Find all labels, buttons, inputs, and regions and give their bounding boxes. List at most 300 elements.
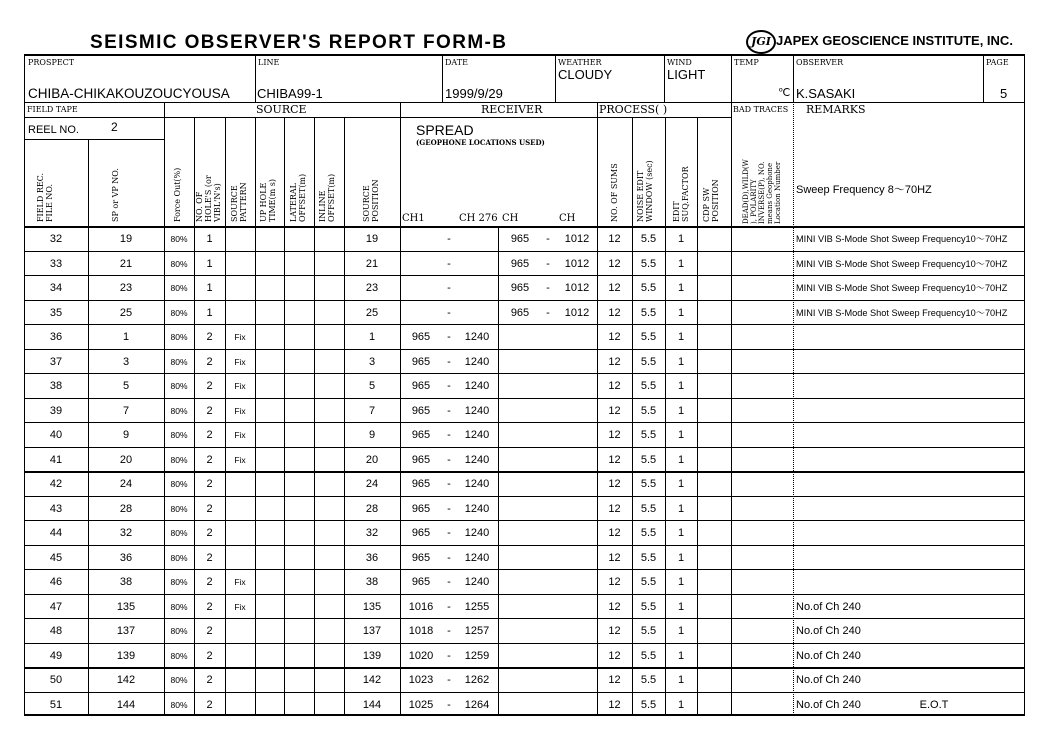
cell-dash2 — [538, 350, 558, 374]
cell-edit: 1 — [677, 576, 685, 588]
cell-sp-b — [458, 301, 496, 325]
cell-rc-a — [500, 350, 540, 374]
line-value: CHIBA99-1 — [257, 86, 323, 101]
ch276-label: CH 276 — [459, 213, 498, 224]
cell-srcpos: 135 — [362, 600, 382, 613]
cell-sp: 21 — [119, 257, 133, 270]
cell-edit: 1 — [677, 453, 685, 466]
cell-dash2 — [538, 399, 558, 423]
cell-rc-a — [500, 668, 540, 692]
cell-dash1: - — [447, 257, 451, 270]
cell-holes: 2 — [206, 625, 213, 637]
cell-rc-a — [500, 497, 540, 521]
cell-rc-a — [500, 693, 540, 717]
observer-label: OBSERVER — [796, 58, 844, 67]
cell-sp: 28 — [119, 502, 133, 515]
cell-rc-b — [558, 423, 596, 447]
cell-sp-a: 965 — [411, 453, 431, 466]
cell-force: 80% — [170, 675, 188, 685]
cell-holes: 2 — [206, 674, 213, 686]
cell-file: 50 — [49, 674, 63, 686]
cell-rc-b — [558, 472, 596, 496]
cell-dash2 — [538, 644, 558, 668]
cell-rc-b — [558, 668, 596, 692]
cell-sp-b: 1264 — [464, 698, 490, 711]
cell-srcpos: 19 — [365, 233, 379, 245]
cell-holes: 2 — [206, 355, 213, 368]
cell-sp-b: 1240 — [464, 404, 490, 417]
cell-sp-b — [458, 276, 496, 300]
cell-sp-a: 1023 — [408, 674, 434, 686]
cell-srcpos: 142 — [362, 674, 382, 686]
cell-noise: 5.5 — [640, 576, 657, 588]
cell-sums: 12 — [608, 551, 621, 564]
cell-edit: 1 — [677, 331, 685, 343]
cell-sums: 12 — [608, 576, 621, 588]
cell-force: 80% — [170, 430, 188, 440]
cell-rc-a: 965 — [510, 233, 530, 245]
cell-pattern: Fix — [234, 577, 246, 587]
cell-rc-a — [500, 644, 540, 668]
cell-file: 37 — [49, 355, 63, 368]
cell-dash1: - — [447, 282, 451, 294]
bad-traces-label: BAD TRACES — [733, 105, 789, 114]
cell-rc-a — [500, 399, 540, 423]
cell-sums: 12 — [608, 404, 621, 417]
cell-noise: 5.5 — [640, 551, 657, 564]
institute-name: JAPEX GEOSCIENCE INSTITUTE, INC. — [776, 33, 1013, 48]
cell-dash2 — [538, 374, 558, 398]
cell-holes: 2 — [206, 698, 213, 711]
cell-file: 33 — [49, 257, 63, 270]
cell-rc-a — [500, 374, 540, 398]
cell-rc-b — [558, 546, 596, 570]
cell-holes: 2 — [206, 380, 213, 392]
cell-dash1: - — [447, 355, 451, 368]
cell-force: 80% — [170, 405, 188, 416]
cell-dash2: - — [546, 282, 550, 294]
cell-holes: 2 — [206, 478, 213, 490]
cell-holes: 1 — [206, 282, 213, 294]
cell-remark: No.of Ch 240 — [796, 698, 861, 711]
cell-srcpos: 1 — [368, 331, 376, 343]
cell-force: 80% — [170, 650, 188, 661]
cell-end-of-tape: E.O.T — [919, 698, 949, 711]
cell-sp-b: 1240 — [464, 527, 490, 539]
cell-file: 42 — [49, 478, 63, 490]
cell-pattern — [225, 668, 255, 692]
cell-dash1: - — [447, 674, 451, 686]
cell-remark: MINI VIB S-Mode Shot Sweep Frequency10～70HZ — [796, 307, 1008, 318]
cell-force: 80% — [170, 528, 188, 538]
cell-sp-a: 965 — [411, 576, 431, 588]
temp-label: TEMP — [734, 58, 759, 67]
cell-file: 48 — [49, 625, 63, 637]
cell-dash2 — [538, 570, 558, 594]
cell-remark — [796, 423, 1024, 447]
cell-sp: 7 — [122, 404, 130, 417]
cell-pattern — [225, 619, 255, 643]
force-out-header: Force Out(%) — [173, 167, 182, 222]
cell-noise: 5.5 — [640, 404, 657, 417]
cell-rc-b — [558, 350, 596, 374]
cell-rc-a — [500, 546, 540, 570]
cell-file: 32 — [49, 233, 63, 245]
cell-sp: 139 — [116, 649, 136, 662]
cell-sp: 142 — [116, 674, 136, 686]
cell-rc-b — [558, 693, 596, 717]
no-of-holes-header: NO. OF HOLE'S (or VIBL'N's) — [195, 175, 222, 222]
cell-sp-b — [458, 227, 496, 251]
ch-a-label: CH — [502, 213, 519, 224]
cell-pattern: Fix — [234, 405, 246, 416]
cell-pattern: Fix — [234, 601, 246, 612]
cell-sp-a: 965 — [411, 551, 431, 564]
cell-sp: 9 — [122, 429, 130, 441]
lateral-offset-header: LATERAL OFFSET(m) — [289, 173, 307, 222]
cell-noise: 5.5 — [640, 233, 657, 245]
cell-sums: 12 — [608, 306, 621, 319]
cell-pattern: Fix — [234, 430, 246, 440]
cell-noise: 5.5 — [640, 625, 657, 637]
cell-srcpos: 3 — [368, 355, 376, 368]
cell-dash2 — [538, 693, 558, 717]
cell-remark — [796, 350, 1024, 374]
cell-force: 80% — [170, 552, 188, 563]
cell-noise: 5.5 — [640, 600, 657, 613]
cell-holes: 2 — [206, 453, 213, 466]
cell-dash1: - — [447, 331, 451, 343]
cell-rc-b: 1012 — [564, 282, 590, 294]
cell-sp-a — [402, 227, 440, 251]
cell-file: 46 — [49, 576, 63, 588]
cell-sp-a: 965 — [411, 380, 431, 392]
cell-srcpos: 21 — [365, 257, 379, 270]
cell-rc-a: 965 — [510, 306, 530, 319]
cell-force: 80% — [170, 332, 188, 342]
cell-srcpos: 32 — [365, 527, 379, 539]
cell-force: 80% — [170, 283, 188, 293]
uphole-header: UP HOLE TIME(m s) — [259, 178, 277, 222]
form-title: SEISMIC OBSERVER'S REPORT FORM-B — [90, 32, 508, 53]
cell-noise: 5.5 — [640, 649, 657, 662]
cell-sums: 12 — [608, 453, 621, 466]
cell-holes: 2 — [206, 649, 213, 662]
cell-file: 35 — [49, 306, 63, 319]
cell-file: 51 — [49, 698, 63, 711]
date-label: DATE — [445, 58, 468, 67]
cell-file: 34 — [49, 282, 63, 294]
cell-srcpos: 5 — [368, 380, 376, 392]
cell-noise: 5.5 — [640, 502, 657, 515]
remarks-label: REMARKS — [806, 103, 866, 116]
cell-edit: 1 — [677, 600, 685, 613]
cell-file: 36 — [49, 331, 63, 343]
cell-srcpos: 36 — [365, 551, 379, 564]
cell-pattern — [225, 521, 255, 545]
cell-sp: 5 — [122, 380, 130, 392]
cell-file: 45 — [49, 551, 63, 564]
cell-pattern — [225, 252, 255, 276]
cell-noise: 5.5 — [640, 306, 657, 319]
cell-pattern — [225, 546, 255, 570]
cell-sp: 23 — [119, 282, 133, 294]
cell-dash2: - — [546, 306, 550, 319]
cell-holes: 2 — [206, 576, 213, 588]
cell-edit: 1 — [677, 551, 685, 564]
cell-holes: 2 — [206, 551, 213, 564]
cell-force: 80% — [170, 699, 188, 710]
cell-dash1: - — [447, 380, 451, 392]
cell-srcpos: 144 — [362, 698, 382, 711]
cell-sums: 12 — [608, 674, 621, 686]
cell-noise: 5.5 — [640, 478, 657, 490]
cell-srcpos: 23 — [365, 282, 379, 294]
cell-rc-b — [558, 644, 596, 668]
spread-sublabel: (GEOPHONE LOCATIONS USED) — [416, 138, 545, 147]
cell-force: 80% — [170, 503, 188, 514]
cell-dash2 — [538, 546, 558, 570]
cell-edit: 1 — [677, 404, 685, 417]
cell-edit: 1 — [677, 282, 685, 294]
cell-pattern: Fix — [234, 454, 246, 465]
cell-sums: 12 — [608, 355, 621, 368]
cell-sp: 36 — [119, 551, 133, 564]
cell-sums: 12 — [608, 527, 621, 539]
cell-srcpos: 38 — [365, 576, 379, 588]
cell-srcpos: 25 — [365, 306, 379, 319]
cell-file: 39 — [49, 404, 63, 417]
cell-holes: 2 — [206, 502, 213, 515]
page-value: 5 — [1000, 86, 1008, 101]
cell-holes: 2 — [206, 600, 213, 613]
cell-dash1: - — [447, 527, 451, 539]
cell-rc-a — [500, 619, 540, 643]
cell-srcpos: 20 — [365, 453, 379, 466]
cell-sp: 32 — [119, 527, 133, 539]
cell-remark — [796, 521, 1024, 545]
cell-sp-a: 1020 — [408, 649, 434, 662]
reel-no-label: REEL NO. — [28, 124, 79, 136]
cell-noise: 5.5 — [640, 453, 657, 466]
cell-file: 41 — [49, 453, 63, 466]
cell-srcpos: 139 — [362, 649, 382, 662]
process-group-label: PROCESS( ) — [599, 103, 668, 116]
cell-file: 47 — [49, 600, 63, 613]
cell-rc-b — [558, 619, 596, 643]
cell-remark: No.of Ch 240 — [796, 600, 861, 613]
cell-remark — [796, 448, 1024, 472]
cell-sp: 1 — [122, 331, 130, 343]
cell-noise: 5.5 — [640, 257, 657, 270]
cell-edit: 1 — [677, 527, 685, 539]
noise-edit-header: NOISE EDIT WINDOW (sec) — [636, 160, 654, 222]
cell-sums: 12 — [608, 331, 621, 343]
cell-dash2 — [538, 521, 558, 545]
cell-dash2 — [538, 619, 558, 643]
cell-sums: 12 — [608, 649, 621, 662]
cell-file: 38 — [49, 380, 63, 392]
cell-sp-a — [402, 252, 440, 276]
cell-rc-b: 1012 — [564, 306, 590, 319]
cell-sp-a — [402, 301, 440, 325]
cell-noise: 5.5 — [640, 698, 657, 711]
cell-dash1: - — [447, 625, 451, 637]
cell-sums: 12 — [608, 478, 621, 490]
cell-sp-a: 965 — [411, 478, 431, 490]
observer-value: K.SASAKI — [796, 86, 856, 101]
cell-remark — [796, 546, 1024, 570]
cell-rc-b — [558, 570, 596, 594]
cell-sp-b: 1240 — [464, 331, 490, 343]
cell-sp-b: 1257 — [464, 625, 490, 637]
cell-sp-b: 1240 — [464, 380, 490, 392]
cell-sp: 24 — [119, 478, 133, 490]
cell-noise: 5.5 — [640, 380, 657, 392]
cell-rc-a — [500, 423, 540, 447]
cell-holes: 2 — [206, 429, 213, 441]
cell-sp: 20 — [119, 453, 133, 466]
page-label: PAGE — [986, 58, 1009, 67]
cell-sp-b: 1240 — [464, 576, 490, 588]
temp-unit: ℃ — [778, 87, 791, 99]
cell-pattern — [225, 497, 255, 521]
cell-remark — [796, 374, 1024, 398]
cell-dash1: - — [447, 551, 451, 564]
cell-holes: 1 — [206, 233, 213, 245]
cell-edit: 1 — [677, 355, 685, 368]
prospect-label: PROSPECT — [28, 58, 75, 67]
cell-pattern — [225, 472, 255, 496]
cell-dash1: - — [447, 453, 451, 466]
prospect-value: CHIBA-CHIKAKOUZOUCYOUSA — [28, 86, 230, 101]
cell-sp-b: 1240 — [464, 355, 490, 368]
cell-sums: 12 — [608, 698, 621, 711]
field-rec-header: FIELD REC. FILE NO. — [36, 172, 54, 222]
cell-rc-a — [500, 521, 540, 545]
cell-edit: 1 — [677, 429, 685, 441]
cell-sp-b: 1240 — [464, 551, 490, 564]
cell-dash1: - — [447, 404, 451, 417]
date-value: 1999/9/29 — [445, 86, 503, 101]
cell-pattern — [225, 693, 255, 717]
cell-sp-b: 1240 — [464, 502, 490, 515]
cell-rc-b: 1012 — [564, 233, 590, 245]
cell-remark: No.of Ch 240 — [796, 625, 861, 637]
cell-pattern — [225, 227, 255, 251]
cell-force: 80% — [170, 381, 188, 391]
cell-sp-b: 1240 — [464, 478, 490, 490]
cdp-sw-header: CDP SW POSITION — [702, 179, 720, 222]
cell-dash2: - — [546, 233, 550, 245]
cell-rc-a — [500, 325, 540, 349]
cell-rc-b — [558, 521, 596, 545]
field-tape-label: FIELD TAPE — [27, 105, 78, 114]
cell-force: 80% — [170, 626, 188, 636]
weather-value: CLOUDY — [558, 67, 613, 82]
cell-sp-a: 965 — [411, 502, 431, 515]
cell-rc-a: 965 — [510, 257, 530, 270]
cell-sp-a — [402, 276, 440, 300]
cell-rc-a: 965 — [510, 282, 530, 294]
cell-dash1: - — [447, 698, 451, 711]
cell-pattern: Fix — [234, 381, 246, 391]
cell-sp: 38 — [119, 576, 133, 588]
cell-dash2 — [538, 497, 558, 521]
cell-sp-b: 1262 — [464, 674, 490, 686]
cell-force: 80% — [170, 577, 188, 587]
cell-sp-a: 965 — [411, 331, 431, 343]
cell-dash1: - — [447, 429, 451, 441]
cell-remark: MINI VIB S-Mode Shot Sweep Frequency10～70HZ — [796, 283, 1008, 293]
cell-force: 80% — [170, 234, 188, 244]
cell-force: 80% — [170, 258, 188, 269]
ch1-label: CH1 — [402, 213, 425, 224]
cell-sp-a: 965 — [411, 404, 431, 417]
edit-sup-header: EDIT SUQ.FACTOR — [672, 166, 690, 222]
cell-remark — [796, 472, 1024, 496]
cell-noise: 5.5 — [640, 282, 657, 294]
cell-dash2 — [538, 668, 558, 692]
cell-remark: MINI VIB S-Mode Shot Sweep Frequency10～70HZ — [796, 234, 1008, 244]
cell-sp: 3 — [122, 355, 130, 368]
inline-offset-header: INLINE OFFSET(m) — [318, 173, 336, 222]
cell-sums: 12 — [608, 380, 621, 392]
cell-pattern — [225, 276, 255, 300]
cell-rc-a — [500, 472, 540, 496]
cell-edit: 1 — [677, 233, 685, 245]
cell-rc-b — [558, 399, 596, 423]
cell-edit: 1 — [677, 698, 685, 711]
cell-remark — [796, 570, 1024, 594]
cell-sp-b — [458, 252, 496, 276]
cell-rc-b — [558, 374, 596, 398]
cell-file: 40 — [49, 429, 63, 441]
cell-edit: 1 — [677, 257, 685, 270]
cell-dash2 — [538, 472, 558, 496]
cell-edit: 1 — [677, 502, 685, 515]
wind-value: LIGHT — [667, 67, 706, 82]
cell-force: 80% — [170, 307, 188, 318]
cell-sums: 12 — [608, 282, 621, 294]
cell-srcpos: 9 — [368, 429, 376, 441]
cell-dash1: - — [447, 600, 451, 613]
cell-remark — [796, 325, 1024, 349]
cell-srcpos: 28 — [365, 502, 379, 515]
cell-dash2 — [538, 325, 558, 349]
cell-sp: 135 — [116, 600, 136, 613]
cell-edit: 1 — [677, 649, 685, 662]
bad-traces-header: DEAD(D),WILD(W ), POLARITY INVERSE(P), NO. means Geophone Location Number — [742, 159, 782, 224]
cell-dash1: - — [447, 502, 451, 515]
cell-sp-a: 1018 — [408, 625, 434, 637]
sp-vp-header: SP or VP NO. — [111, 168, 120, 222]
sweep-frequency-note: Sweep Frequency 8～70HZ — [796, 184, 932, 196]
cell-file: 49 — [49, 649, 63, 662]
cell-remark — [796, 497, 1024, 521]
cell-rc-b — [558, 325, 596, 349]
cell-holes: 1 — [206, 306, 213, 319]
reel-no-value: 2 — [111, 120, 118, 134]
cell-sums: 12 — [608, 625, 621, 637]
cell-sp-a: 1025 — [408, 698, 434, 711]
cell-dash1: - — [447, 306, 451, 319]
cell-rc-b: 1012 — [564, 257, 590, 270]
cell-dash2 — [538, 595, 558, 619]
cell-pattern — [225, 301, 255, 325]
cell-sp-a: 965 — [411, 429, 431, 441]
cell-sp: 25 — [119, 306, 133, 319]
